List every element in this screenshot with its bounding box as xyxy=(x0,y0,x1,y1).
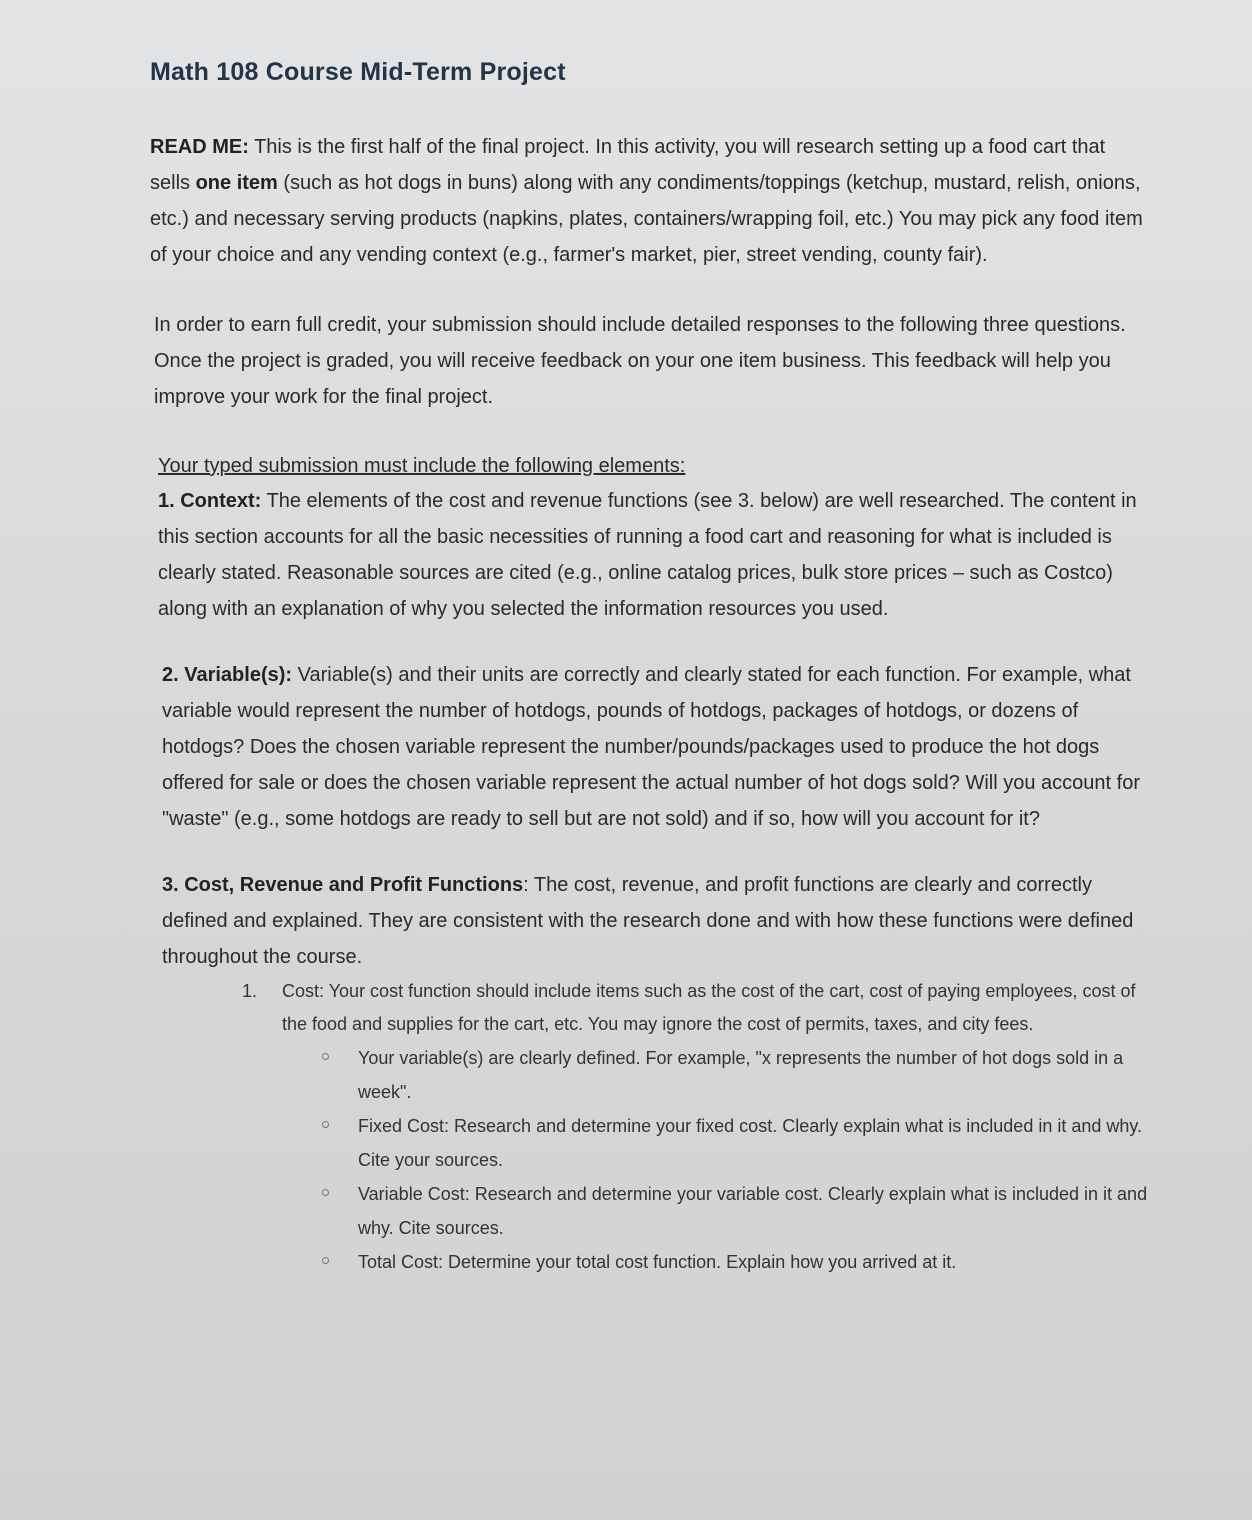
cost-list xyxy=(150,975,1150,1279)
requirement-label: 3. Cost, Revenue and Profit Functions xyxy=(162,874,524,896)
readme-paragraph xyxy=(150,129,1150,273)
page-title: Math 108 Course Mid-Term Project xyxy=(150,58,566,86)
sub-list-item: Fixed Cost: Research and determine your fixed cost. Clearly explain what is included in it and why. Cite your sources. xyxy=(358,1109,1150,1177)
cost-list-item xyxy=(242,975,1150,1279)
requirement-variables xyxy=(150,657,1150,837)
cost-text: Cost: Your cost function should include items such as the cost of the cart, cost of paying employees, cost of the food and supplies for the cart, etc. You may ignore the cost of permits, taxes, and city fees. xyxy=(282,981,1136,1034)
requirement-text: : The cost, revenue, and profit functions are clearly and correctly defined and explained. They are consistent with the research done and with how these functions were defined throughout the course. xyxy=(162,874,1134,968)
readme-label: READ ME: xyxy=(150,136,249,158)
sub-list-item: Variable Cost: Research and determine your variable cost. Clearly explain what is included in it and why. Cite sources. xyxy=(358,1177,1150,1245)
sub-list-item: Total Cost: Determine your total cost function. Explain how you arrived at it. xyxy=(358,1245,1150,1279)
intro-paragraph: In order to earn full credit, your submission should include detailed responses to the following three questions. Once the project is graded, you will receive feedback on your one item business. This feedback will help you improve your work for the final project. xyxy=(154,314,1126,408)
hollow-bullet-icon xyxy=(322,1257,329,1264)
list-number: 1. xyxy=(242,981,258,1001)
requirement-functions xyxy=(150,867,1150,975)
readme-text-1: This is the first half of the final project. In this activity, you will research setting up a food cart that sells xyxy=(150,136,1106,194)
requirement-context xyxy=(150,483,1150,627)
document-page xyxy=(150,58,1150,1458)
cost-sub-list xyxy=(282,1041,1150,1279)
requirements-heading: Your typed submission must include the following elements: xyxy=(158,455,686,477)
sub-list-item: Your variable(s) are clearly defined. For example, "x represents the number of hot dogs sold in a week". xyxy=(358,1041,1150,1109)
requirement-label: 1. Context: xyxy=(158,490,262,512)
readme-text-2: (such as hot dogs in buns) along with any condiments/toppings (ketchup, mustard, relish, onions, etc.) and necessary serving products (napkins, plates, containers/wrapping foil, etc.) You may pick any food item of your choice and any vending context (e.g., farmer's market, pier, street vending, county fair). xyxy=(150,172,1143,266)
hollow-bullet-icon xyxy=(322,1053,329,1060)
hollow-bullet-icon xyxy=(322,1189,329,1196)
requirement-text: The elements of the cost and revenue functions (see 3. below) are well researched. The content in this section accounts for all the basic necessities of running a food cart and reasoning for what is included is clearly stated. Reasonable sources are cited (e.g., online catalog prices, bulk store prices – such as Costco) along with an explanation of why you selected the information resources you used. xyxy=(158,490,1137,620)
requirement-text: Variable(s) and their units are correctly and clearly stated for each function. For example, what variable would represent the number of hotdogs, pounds of hotdogs, packages of hotdogs, or dozens of hotdogs? Does the chosen variable represent the number/pounds/packages used to produce the hot dogs offered for sale or does the chosen variable represent the actual number of hot dogs sold? Will you account for "waste" (e.g., some hotdogs are ready to sell but are not sold) and if so, how will you account for it? xyxy=(162,664,1140,830)
readme-emphasis: one item xyxy=(195,172,278,194)
hollow-bullet-icon xyxy=(322,1121,329,1128)
requirement-label: 2. Variable(s): xyxy=(162,664,293,686)
